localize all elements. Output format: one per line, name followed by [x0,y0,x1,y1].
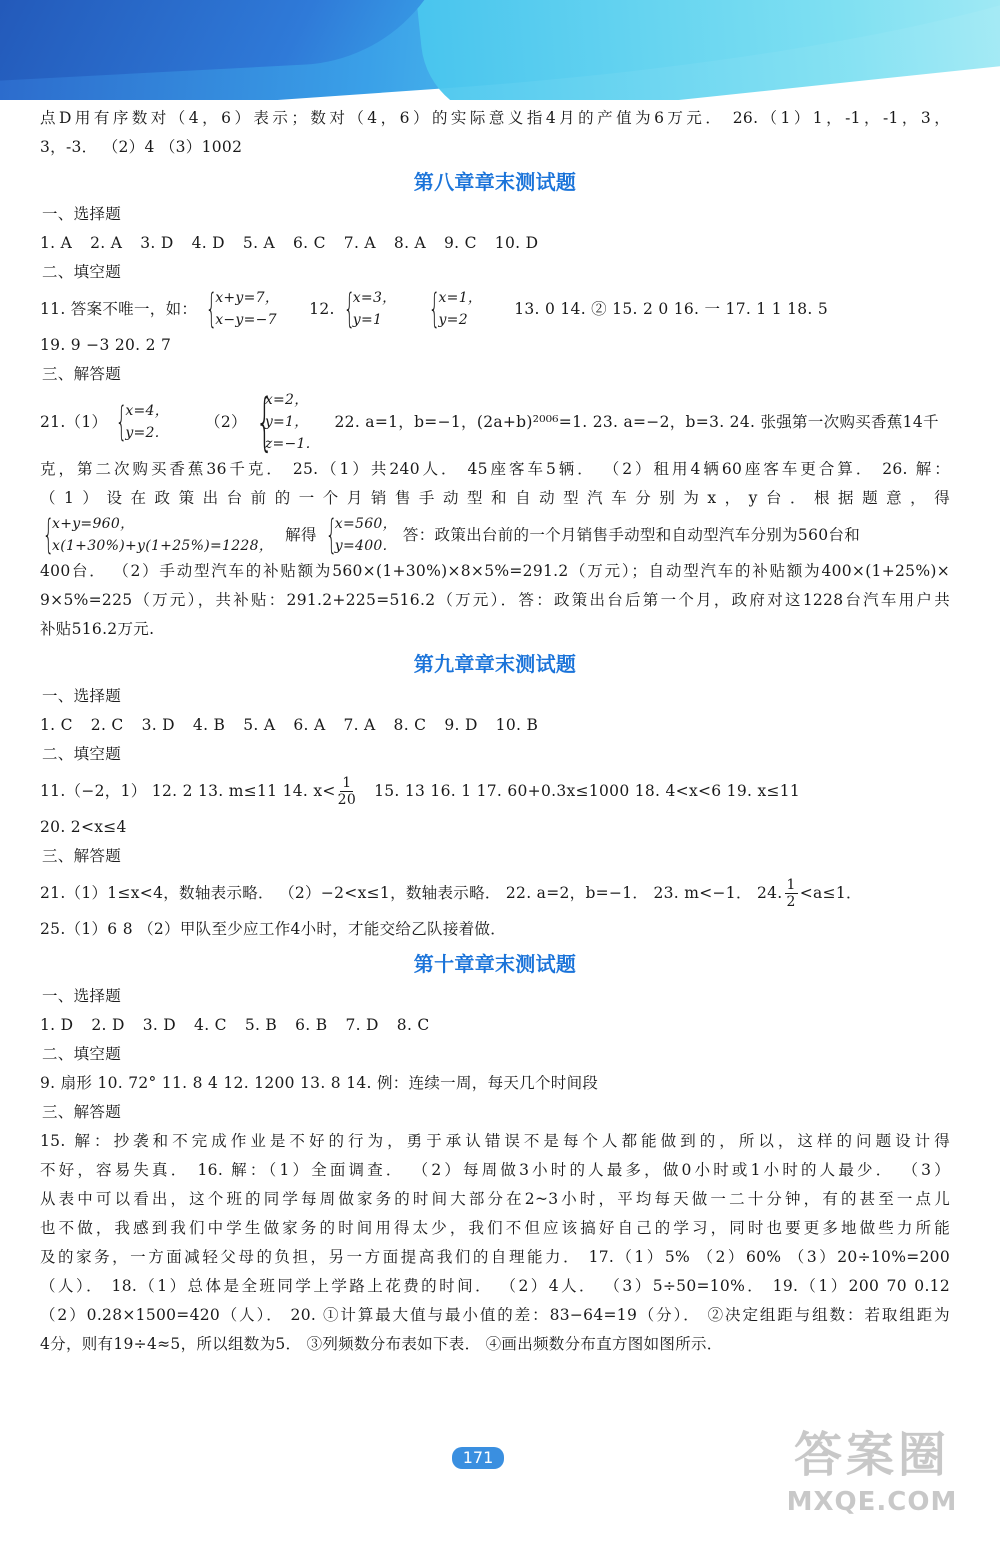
page-number: 171 [452,1447,504,1469]
ch8-choice-2: 2. A [90,234,123,252]
ch9-q21-24: 21.（1）1≤x<4，数轴表示略． （2）−2<x≤1，数轴表示略． 22. a=2，b=−1． 23. m<−1． 24. [40,883,783,902]
brace-icon: { [343,286,356,332]
ch10-line-8: 4分，则有19÷4≈5，所以组数为5． ③列频数分布表如下表． ④画出频数分布直方图如图所示． [40,1335,723,1353]
ch10-line-4: 也不做，我感到我们中学生做家务的时间用得太少，我们不但应该搞好自己的学习，同时也要更多地做些力所能 [40,1219,950,1237]
ch9-choice-label: 一、选择题 [42,687,122,705]
chapter-8-title: 第八章章末测试题 [413,170,577,194]
ch10-line-1: 15. 解：抄袭和不完成作业是不好的行为，勇于承认错误不是每个人都能做到的，所以，这样的问题设计得 [40,1132,950,1150]
brace-icon: { [42,512,55,558]
brace-icon: { [205,286,218,332]
ch8-q26-eq1: x+y=960， [52,516,135,532]
header-line-2: 3，-3． （2）4 （3）1002 [40,138,243,156]
ch8-q19-20: 19. 9 −3 20. 2 7 [40,336,172,354]
ch8-choice-answers [40,229,950,258]
ch10-choice-3: 3. D [142,1016,177,1034]
ch8-q21-system-2 [253,385,311,458]
ch10-fill-label: 二、填空题 [42,1045,122,1063]
ch10-line-7: （2）0.28×1500=420（人）． 20. ①计算最大值与最小值的差：83−64=19（分）． ②决定组距与组数：若取组距为 [40,1306,950,1324]
ch8-q21-s2-eq3: z=−1. [264,436,311,452]
ch8-choice-9: 9. C [444,234,477,252]
ch8-q21-s1-eq2: y=2. [125,425,160,441]
ch8-q12b-eq2: y=2 [438,312,468,328]
ch8-q21-text: 21.（1） [40,412,108,431]
ch8-q21-s2-eq1: x=2， [264,392,309,408]
brace-icon: { [325,512,338,558]
ch8-fill-row-1 [40,287,950,331]
ch8-choice-label: 一、选择题 [42,205,122,223]
ch10-choice-8: 8. C [396,1016,430,1034]
ch8-q26-row [40,513,950,557]
ch9-choice-7: 7. A [343,716,376,734]
ch10-choice-2: 2. D [91,1016,125,1034]
ch8-q26-mid: 解得 [285,525,317,544]
ch8-q26-post: 答：政策出台前的一个月销售手动型和自动型汽车分别为560台和 [402,525,861,544]
ch8-line-b1: 400台． （2）手动型汽车的补贴额为560×(1+30%)×8×5%=291.2（万元）；自动型汽车的补贴额为400×(1+25%)× [40,562,950,580]
ch9-choice-5: 5. A [243,716,276,734]
ch8-q11-system [203,287,279,331]
ch10-line-6: （人）． 18.（1）总体是全班同学上学路上花费的时间． （2）4人． （3）5÷50=10%． 19.（1）200 70 0.12 [40,1277,950,1295]
watermark-bottom: MXQE.COM [786,1487,958,1517]
ch9-choice-3: 3. D [141,716,175,734]
ch8-fill-label: 二、填空题 [42,263,122,281]
ch8-choice-1: 1. A [40,234,73,252]
ch8-q22-24: 22. a=1，b=−1，(2a+b)²⁰⁰⁶=1. 23. a=−2，b=3. 24. 张强第一次购买香蕉14千 [334,412,939,431]
ch8-q21-s2-eq2: y=1， [264,414,309,430]
ch10-choice-7: 7. D [345,1016,379,1034]
ch10-choice-1: 1. D [40,1016,74,1034]
chapter-10-title: 第十章章末测试题 [413,952,577,976]
watermark [762,1425,982,1535]
ch8-q21-mid: （2） [205,412,247,431]
ch8-q26-sol1: x=560， [334,516,397,532]
ch10-line-3: 从表中可以看出，这个班的同学每周做家务的时间大部分在2~3小时，平均每天做一二十分钟，有的甚至一点儿 [40,1190,950,1208]
ch9-q20: 20. 2<x≤4 [40,818,127,836]
ch9-choice-6: 6. A [293,716,326,734]
ch8-choice-6: 6. C [293,234,326,252]
ch9-choice-4: 4. B [192,716,226,734]
ch8-q21-system-1 [113,400,169,444]
ch10-fill-answers: 9. 扇形 10. 72° 11. 8 4 12. 1200 13. 8 14. 例：连续一周，每天几个时间段 [40,1074,599,1092]
ch8-q26-eq2: x(1+30%)+y(1+25%)=1228， [52,538,274,554]
ch9-choice-9: 9. D [444,716,478,734]
ch9-choice-answers [40,711,950,740]
ch8-q13-18: 13. 0 14. ② 15. 2 0 16. 一 17. 1 1 18. 5 [514,299,829,318]
ch9-choice-10: 10. B [495,716,539,734]
ch9-q25: 25.（1）6 8 （2）甲队至少应工作4小时，才能交给乙队接着做． [40,920,507,938]
ch8-q21-s1-eq1: x=4， [125,403,170,419]
ch8-q12-text: 12. [309,299,335,318]
ch9-q14-denominator: 20 [337,791,357,808]
ch9-choice-1: 1. C [40,716,73,734]
ch8-q12b-eq1: x=1， [438,290,483,306]
ch9-q24-fraction [785,877,798,910]
ch8-q12a-eq1: x=3， [352,290,397,306]
ch8-q12-system-a [341,287,397,331]
ch8-q11-eq2: x−y=−7 [215,312,277,328]
ch9-fill-row-1 [40,769,950,813]
ch8-q26-sol2: y=400. [334,538,388,554]
header-banner [0,0,1000,100]
ch9-choice-2: 2. C [90,716,124,734]
watermark-top: 答案圈 [793,1427,950,1483]
brace-icon: { [116,399,128,445]
ch8-choice-8: 8. A [393,234,427,252]
ch10-line-5: 及的家务，一方面减轻父母的负担，另一方面提高我们的自理能力． 17.（1）5% （2）60% （3）20÷10%=200 [40,1248,950,1266]
header-line-1: 点D用有序数对（4，6）表示；数对（4，6）的实际意义指4月的产值为6万元． 26.（1）1，-1，-1，3， [40,109,950,127]
ch9-q24-numerator: 1 [786,876,796,893]
ch9-q15-19: 15. 13 16. 1 17. 60+0.3x≤1000 18. 4<x<6 19. x≤11 [374,781,801,800]
ch8-q11-text: 11. 答案不唯一，如： [40,299,198,318]
ch8-q12-system-b [426,287,482,331]
banner-shape-2 [414,0,1000,100]
ch10-choice-6: 6. B [295,1016,328,1034]
ch8-line-b3: 补贴516.2万元. [40,620,155,638]
ch10-choice-4: 4. C [194,1016,227,1034]
ch9-choice-8: 8. C [393,716,427,734]
ch8-line-a2: （1）设在政策出台前的一个月销售手动型和自动型汽车分别为x，y台．根据题意，得 [40,489,950,507]
ch9-solve-label: 三、解答题 [42,847,122,865]
brace-icon: { [429,286,441,332]
ch10-choice-5: 5. B [244,1016,278,1034]
ch8-q12a-eq2: y=1 [352,312,383,328]
ch8-solve-label: 三、解答题 [42,365,122,383]
ch8-line-a1: 克，第二次购买香蕉36千克． 25.（1）共240人． 45座客车5辆． （2）租用4辆60座客车更合算． 26. 解： [40,460,950,478]
ch9-q14-fraction [338,775,356,808]
ch10-choice-answers [40,1011,950,1040]
chapter-9-title: 第九章章末测试题 [413,652,577,676]
ch9-q14-numerator: 1 [342,774,352,791]
ch8-choice-7: 7. A [343,234,376,252]
brace-icon: { [255,385,274,458]
ch8-q26-system [40,513,273,557]
ch9-q24-denominator: 2 [786,893,796,910]
ch8-q26-solution [323,513,397,557]
ch8-choice-5: 5. A [242,234,276,252]
ch8-choice-10: 10. D [494,234,539,252]
ch8-choice-3: 3. D [140,234,174,252]
ch10-line-2: 不好，容易失真． 16. 解：（1）全面调查． （2）每周做3小时的人最多，做0小时或1小时的人最少． （3） [40,1161,950,1179]
ch10-solve-label: 三、解答题 [42,1103,122,1121]
ch8-choice-4: 4. D [191,234,225,252]
answer-content [40,104,950,1359]
ch8-line-b2: 9×5%=225（万元），共补贴：291.2+225=516.2（万元）．答：政策出台后第一个月，政府对这1228台汽车用户共 [40,591,950,609]
ch9-solve-row-1 [40,871,950,915]
ch9-fill-label: 二、填空题 [42,745,122,763]
ch9-q11-14: 11.（−2，1） 12. 2 13. m≤11 14. x< [40,781,336,800]
ch9-q24-post: <a≤1． [799,883,862,902]
ch8-q11-eq1: x+y=7， [215,290,280,306]
ch8-solve-row-1 [40,385,950,458]
ch10-choice-label: 一、选择题 [42,987,122,1005]
